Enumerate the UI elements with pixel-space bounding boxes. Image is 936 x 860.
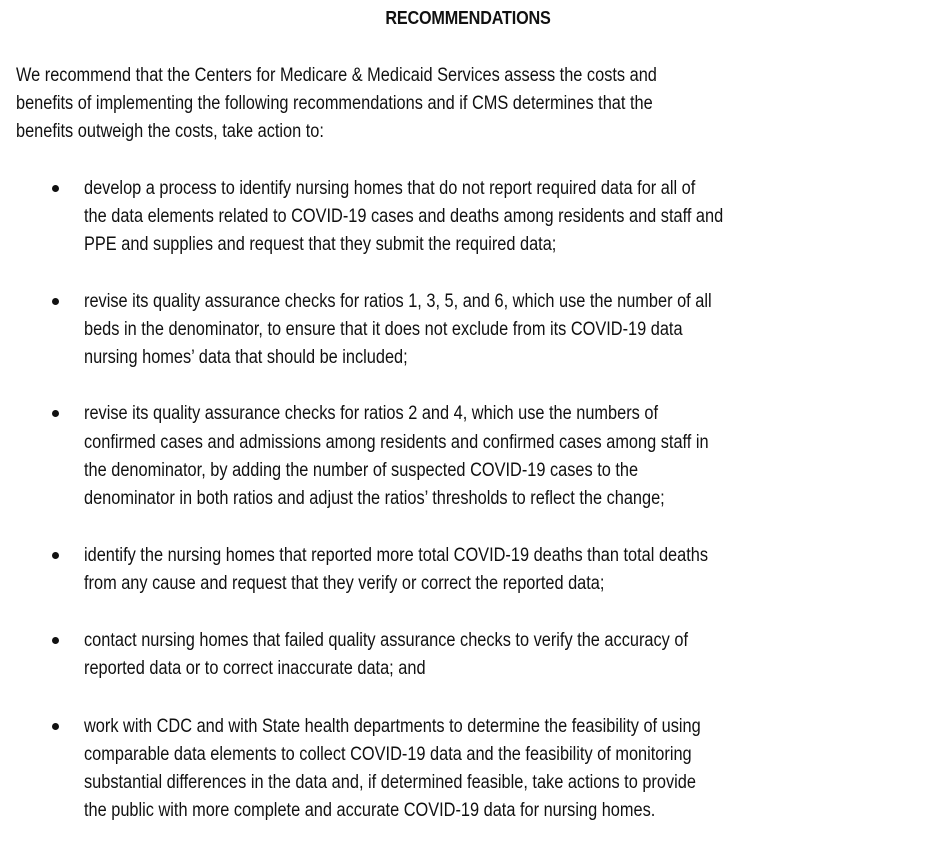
recommendation-line: work with CDC and with State health departments to determine the feasibility of using xyxy=(84,716,701,737)
recommendation-line: the data elements related to COVID-19 cases and deaths among residents and staff and xyxy=(84,206,724,227)
bullet-icon xyxy=(52,552,59,559)
intro-line: We recommend that the Centers for Medicare & Medicaid Services assess the costs and xyxy=(16,65,657,86)
bullet-icon xyxy=(52,185,59,192)
intro-line: benefits outweigh the costs, take action to: xyxy=(16,121,324,142)
recommendation-line: revise its quality assurance checks for ratios 1, 3, 5, and 6, which use the number of all xyxy=(84,291,712,312)
recommendation-line: substantial differences in the data and, if determined feasible, take actions to provide xyxy=(84,772,696,793)
page-heading: RECOMMENDATIONS xyxy=(385,8,551,28)
recommendation-line: the public with more complete and accurate COVID-19 data for nursing homes. xyxy=(84,800,656,821)
recommendation-line: nursing homes’ data that should be included; xyxy=(84,347,408,368)
bullet-icon xyxy=(52,298,59,305)
recommendation-line: identify the nursing homes that reported more total COVID-19 deaths than total deaths xyxy=(84,545,709,566)
recommendation-line: denominator in both ratios and adjust the ratios’ thresholds to reflect the change; xyxy=(84,488,665,509)
recommendation-line: comparable data elements to collect COVID-19 data and the feasibility of monitoring xyxy=(84,744,692,765)
recommendation-line: PPE and supplies and request that they submit the required data; xyxy=(84,234,557,255)
recommendation-line: revise its quality assurance checks for ratios 2 and 4, which use the numbers of xyxy=(84,403,659,424)
recommendation-line: confirmed cases and admissions among residents and confirmed cases among staff in xyxy=(84,432,709,453)
recommendation-line: reported data or to correct inaccurate data; and xyxy=(84,658,426,679)
recommendation-line: from any cause and request that they verify or correct the reported data; xyxy=(84,573,605,594)
intro-line: benefits of implementing the following recommendations and if CMS determines that the xyxy=(16,93,653,114)
bullet-icon xyxy=(52,637,59,644)
recommendation-line: beds in the denominator, to ensure that it does not exclude from its COVID-19 data xyxy=(84,319,683,340)
recommendation-line: the denominator, by adding the number of suspected COVID-19 cases to the xyxy=(84,460,639,481)
bullet-icon xyxy=(52,723,59,730)
recommendation-line: contact nursing homes that failed quality assurance checks to verify the accuracy of xyxy=(84,630,688,651)
bullet-icon xyxy=(52,410,59,417)
recommendation-line: develop a process to identify nursing homes that do not report required data for all of xyxy=(84,178,696,199)
